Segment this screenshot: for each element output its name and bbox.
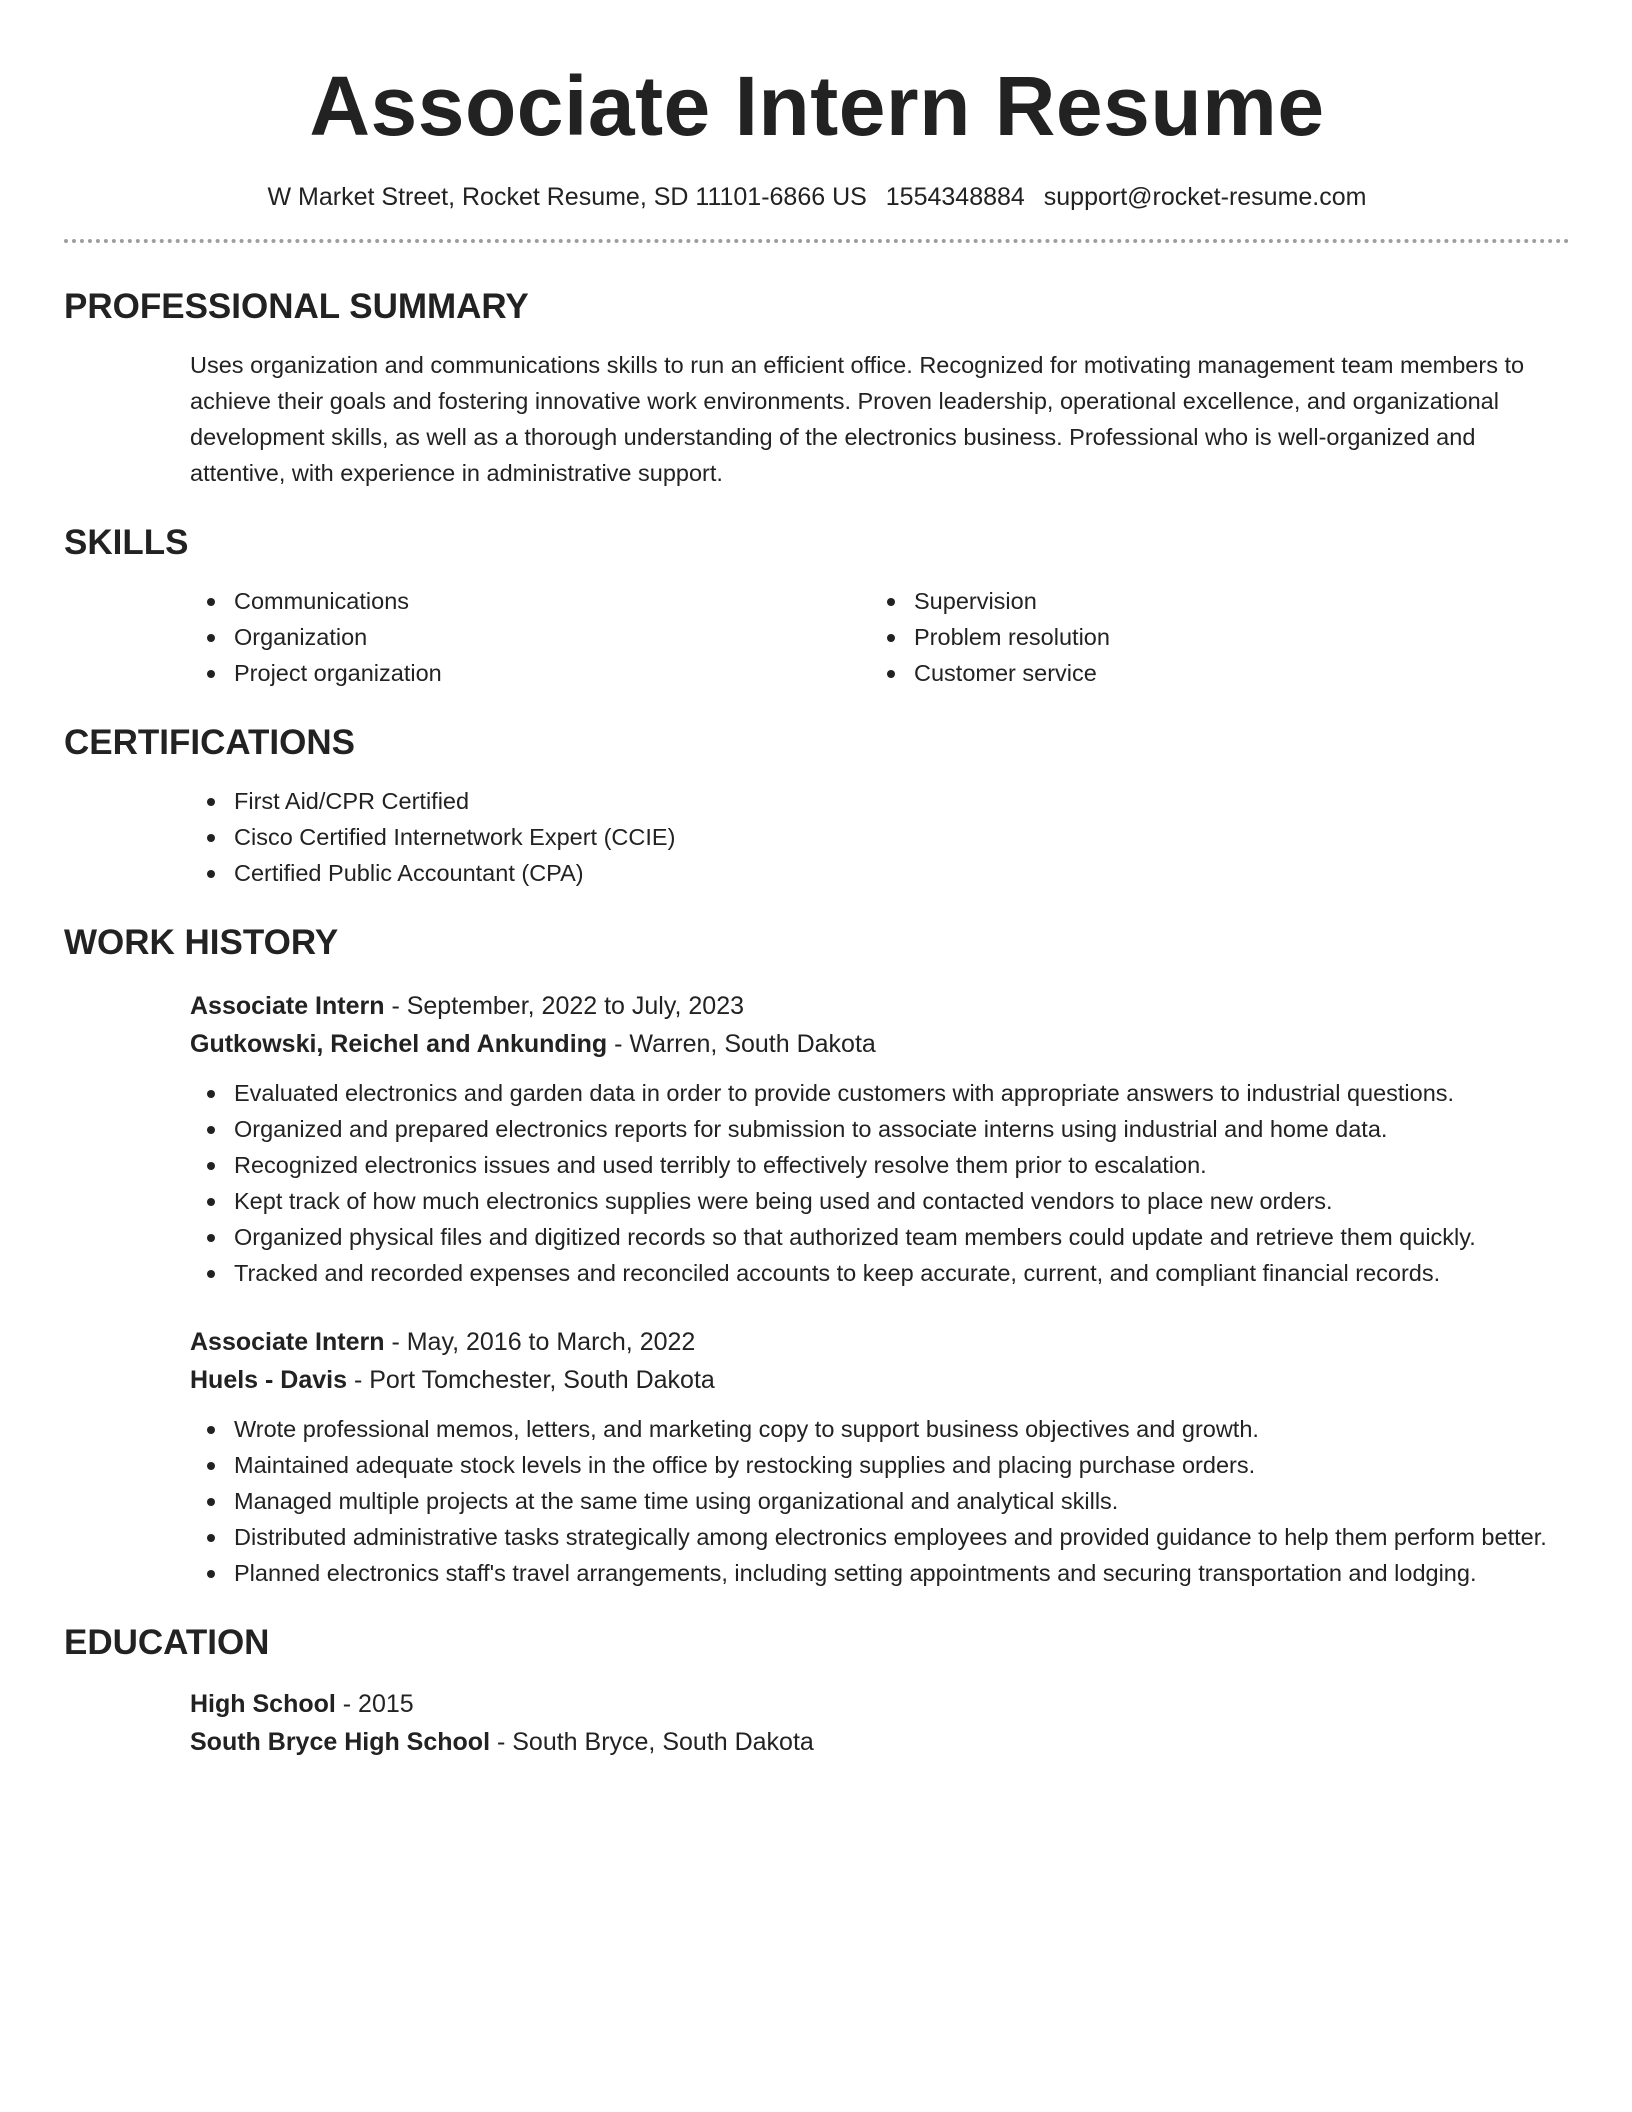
skill-item: Problem resolution	[870, 619, 1570, 655]
summary-text: Uses organization and communications skills to run an efficient office. Recognized for motivating management team members to achieve their goals and fostering innovative work environments. Proven leadership, operational excellence, and organizational development skills, as well as a thorough understanding of the electronics business. Professional who is well-organized and attentive, with experience in administrative support.	[190, 352, 1525, 486]
skill-item: Customer service	[870, 655, 1570, 691]
skill-item: Project organization	[190, 655, 870, 691]
job-duties-list	[190, 1075, 1570, 1291]
job-location: - Port Tomchester, South Dakota	[347, 1366, 715, 1394]
section-title-education: EDUCATION	[64, 1623, 270, 1662]
certification-item: Cisco Certified Internetwork Expert (CCIE)	[190, 819, 1570, 855]
job-duty: Wrote professional memos, letters, and marketing copy to support business objectives and growth.	[190, 1411, 1570, 1447]
job-location: - Warren, South Dakota	[607, 1030, 876, 1058]
job-duty: Organized physical files and digitized records so that authorized team members could update and retrieve them quickly.	[190, 1219, 1570, 1255]
job-dates: - September, 2022 to July, 2023	[384, 992, 745, 1020]
job-entry	[190, 987, 1570, 1291]
job-role: Associate Intern	[190, 1328, 385, 1356]
job-entry	[190, 1323, 1570, 1591]
header-divider	[64, 239, 1570, 243]
contact-address: W Market Street, Rocket Resume, SD 11101-6866 US	[267, 183, 867, 211]
education-school-line	[190, 1723, 1570, 1761]
section-title-summary: PROFESSIONAL SUMMARY	[64, 287, 529, 326]
job-company-line	[190, 1025, 1570, 1063]
job-duty: Organized and prepared electronics reports for submission to associate interns using industrial and home data.	[190, 1111, 1570, 1147]
education-entry	[190, 1685, 1570, 1761]
section-title-skills: SKILLS	[64, 523, 189, 562]
job-role-line	[190, 987, 1570, 1025]
contact-line	[64, 180, 1570, 214]
job-duty: Planned electronics staff's travel arrangements, including setting appointments and securing transportation and lodging.	[190, 1555, 1570, 1591]
job-duty: Recognized electronics issues and used terribly to effectively resolve them prior to escalation.	[190, 1147, 1570, 1183]
resume-page	[64, 0, 1570, 1761]
education-school: South Bryce High School	[190, 1728, 491, 1756]
job-duty: Maintained adequate stock levels in the office by restocking supplies and placing purchase orders.	[190, 1447, 1570, 1483]
contact-phone: 1554348884	[885, 183, 1025, 211]
job-dates: - May, 2016 to March, 2022	[384, 1328, 696, 1356]
skills-grid	[190, 583, 1570, 691]
job-company: Huels - Davis	[190, 1366, 348, 1394]
education-degree-line	[190, 1685, 1570, 1723]
skill-item: Supervision	[870, 583, 1570, 619]
certifications-list	[190, 783, 1570, 891]
job-duty: Managed multiple projects at the same time using organizational and analytical skills.	[190, 1483, 1570, 1519]
job-duty: Kept track of how much electronics supplies were being used and contacted vendors to place new orders.	[190, 1183, 1570, 1219]
education-year: - 2015	[335, 1690, 414, 1718]
skill-item: Communications	[190, 583, 870, 619]
section-title-work-history: WORK HISTORY	[64, 923, 339, 962]
education-degree: High School	[190, 1690, 336, 1718]
skill-item: Organization	[190, 619, 870, 655]
contact-email: support@rocket-resume.com	[1043, 183, 1367, 211]
certification-item: Certified Public Accountant (CPA)	[190, 855, 1570, 891]
job-duties-list	[190, 1411, 1570, 1591]
job-duty: Distributed administrative tasks strategically among electronics employees and provided guidance to help them perform better.	[190, 1519, 1570, 1555]
education-location: - South Bryce, South Dakota	[490, 1728, 814, 1756]
certification-item: First Aid/CPR Certified	[190, 783, 1570, 819]
section-title-certifications: CERTIFICATIONS	[64, 723, 356, 762]
job-role: Associate Intern	[190, 992, 385, 1020]
job-role-line	[190, 1323, 1570, 1361]
job-duty: Evaluated electronics and garden data in order to provide customers with appropriate answers to industrial questions.	[190, 1075, 1570, 1111]
job-company: Gutkowski, Reichel and Ankunding	[190, 1030, 608, 1058]
resume-title: Associate Intern Resume	[309, 59, 1325, 153]
job-duty: Tracked and recorded expenses and reconciled accounts to keep accurate, current, and compliant financial records.	[190, 1255, 1570, 1291]
skills-list-right	[870, 583, 1570, 691]
job-company-line	[190, 1361, 1570, 1399]
skills-list-left	[190, 583, 870, 691]
